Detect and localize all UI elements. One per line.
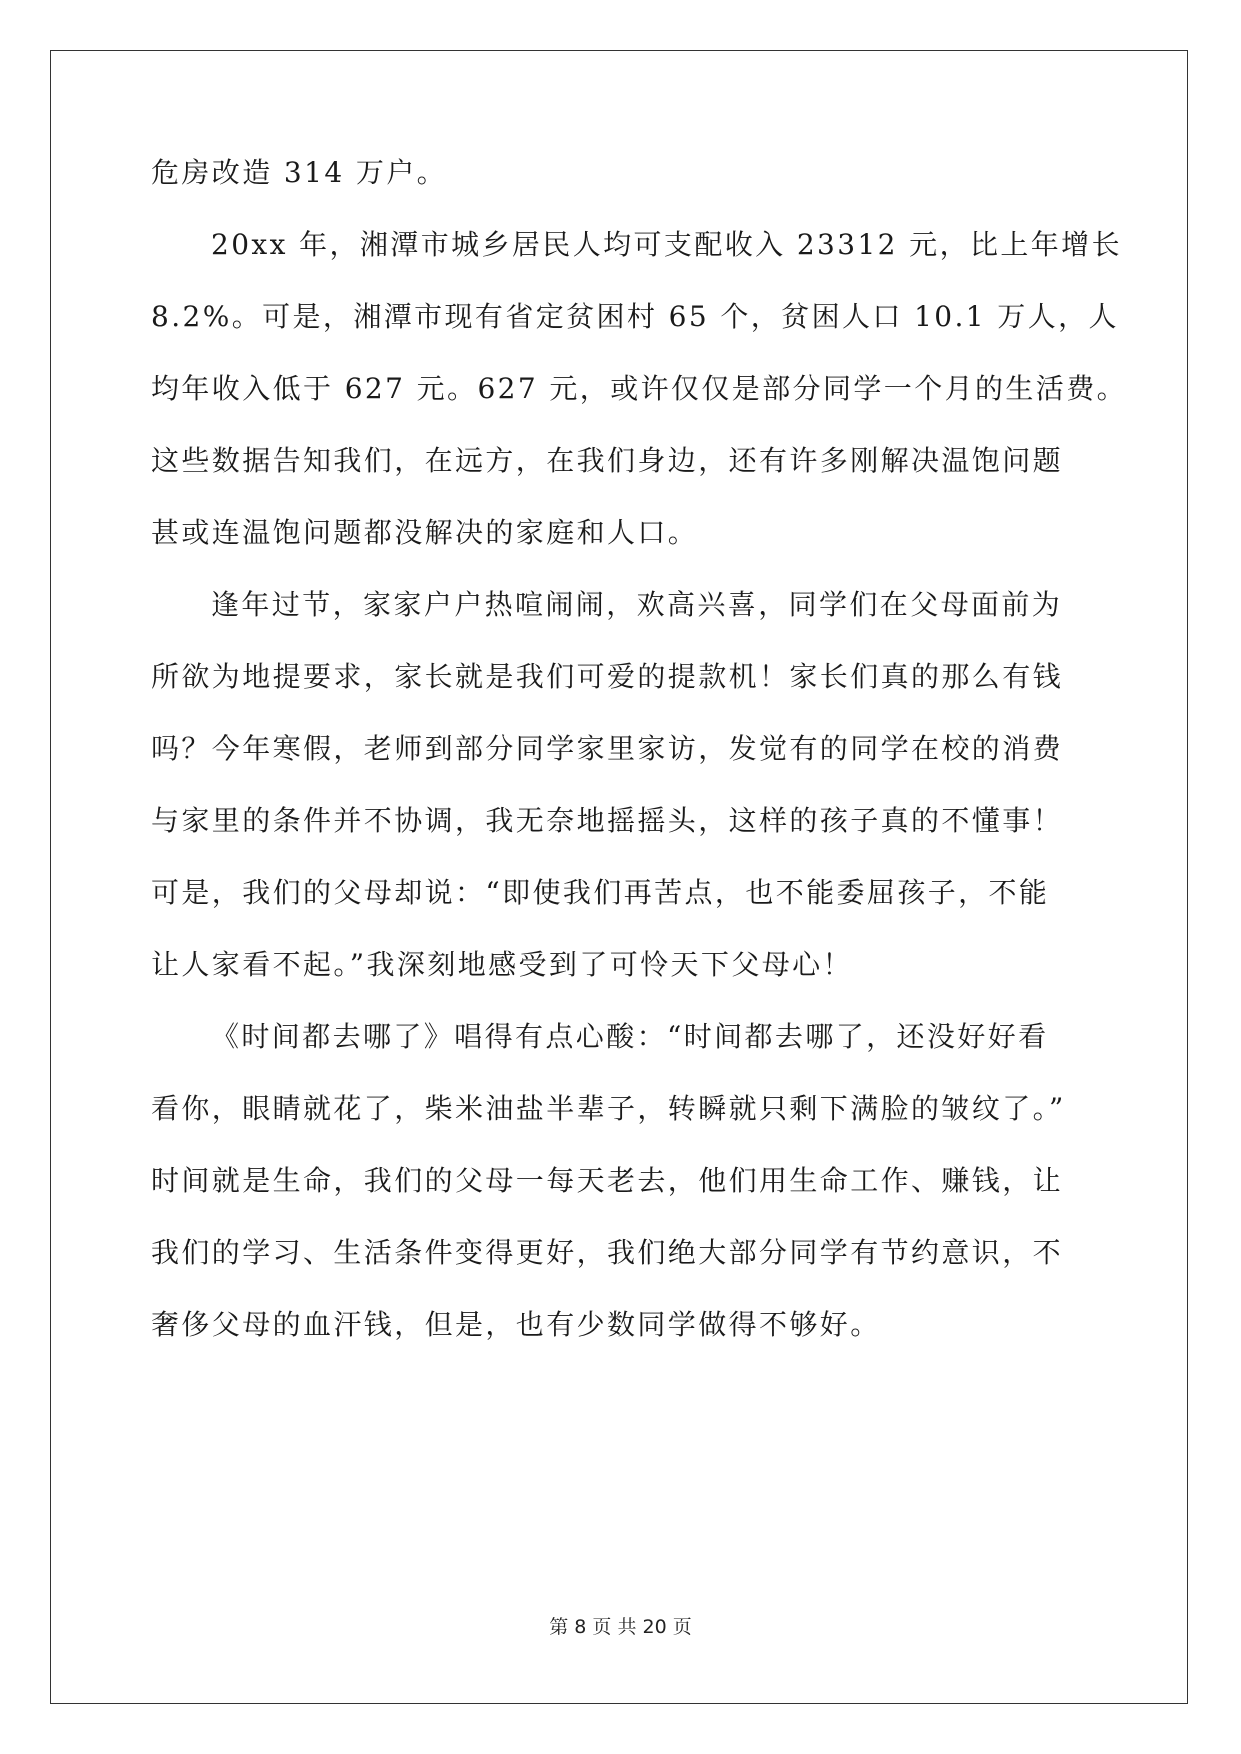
text-line-12: 让人家看不起。”我深刻地感受到了可怜天下父母心！: [151, 948, 853, 981]
text-line-2: 20xx 年，湘潭市城乡居民人均可支配收入 23312 元，比上年增长: [211, 228, 1122, 261]
text-line-16: 我们的学习、生活条件变得更好，我们绝大部分同学有节约意识，不: [151, 1236, 1064, 1269]
text-line-15: 时间就是生命，我们的父母一每天老去，他们用生命工作、赚钱，让: [151, 1164, 1064, 1197]
text-line-11: 可是，我们的父母却说：“即使我们再苦点，也不能委屈孩子，不能: [151, 876, 1050, 909]
page-number-footer: 第 8 页 共 20 页: [549, 1616, 692, 1638]
text-line-13: 《时间都去哪了》唱得有点心酸：“时间都去哪了，还没好好看: [211, 1020, 1049, 1053]
text-line-17: 奢侈父母的血汗钱，但是，也有少数同学做得不够好。: [151, 1308, 881, 1341]
text-line-14: 看你，眼睛就花了，柴米油盐半辈子，转瞬就只剩下满脸的皱纹了。”: [151, 1092, 1066, 1125]
text-line-10: 与家里的条件并不协调，我无奈地摇摇头，这样的孩子真的不懂事！: [151, 804, 1064, 837]
text-line-1: 危房改造 314 万户。: [151, 156, 448, 189]
text-line-7: 逢年过节，家家户户热喧闹闹，欢高兴喜，同学们在父母面前为: [211, 588, 1063, 621]
text-line-4: 均年收入低于 627 元。627 元，或许仅仅是部分同学一个月的生活费。: [151, 372, 1127, 405]
text-line-8: 所欲为地提要求，家长就是我们可爱的提款机！家长们真的那么有钱: [151, 660, 1064, 693]
text-line-9: 吗？今年寒假，老师到部分同学家里家访，发觉有的同学在校的消费: [151, 732, 1064, 765]
text-line-6: 甚或连温饱问题都没解决的家庭和人口。: [151, 516, 699, 549]
text-line-5: 这些数据告知我们，在远方，在我们身边，还有许多刚解决温饱问题: [151, 444, 1064, 477]
text-line-3: 8.2%。可是，湘潭市现有省定贫困村 65 个，贫困人口 10.1 万人，人: [151, 300, 1119, 333]
